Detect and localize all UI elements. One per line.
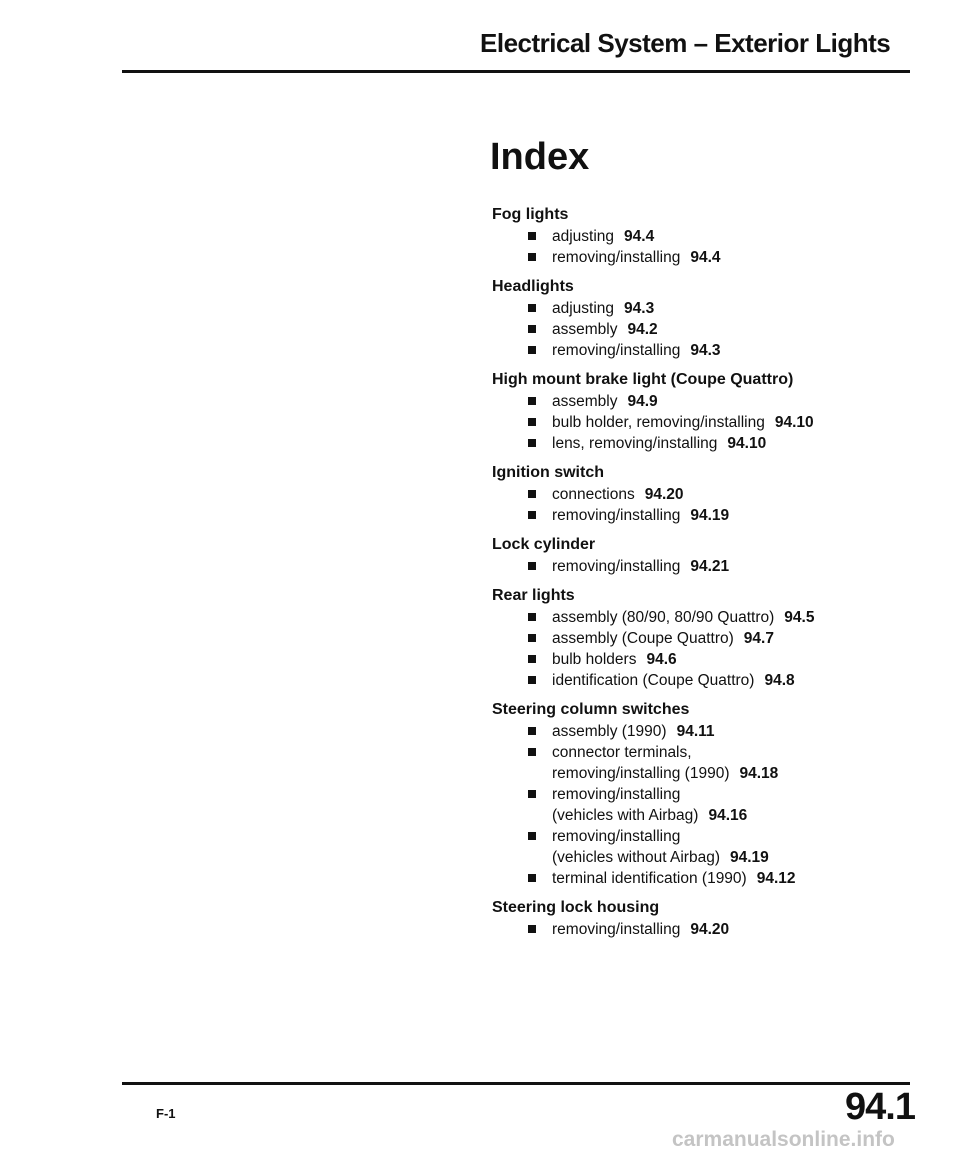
entry-text: lens, removing/installing 94.10	[552, 435, 767, 452]
entry-page-ref: 94.6	[646, 651, 677, 668]
index-section	[492, 699, 912, 889]
index-section	[492, 276, 912, 361]
section-heading: Lock cylinder	[492, 536, 596, 553]
entry-text: adjusting 94.4	[552, 228, 655, 245]
square-bullet-icon	[528, 874, 536, 882]
index-entry	[492, 607, 912, 628]
square-bullet-icon	[528, 232, 536, 240]
entry-page-ref: 94.16	[708, 807, 748, 824]
entry-text: removing/installing (1990) 94.18	[552, 765, 779, 782]
index-entry	[492, 433, 912, 454]
entry-page-ref: 94.10	[727, 435, 767, 452]
square-bullet-icon	[528, 925, 536, 933]
footer-rule	[122, 1082, 910, 1085]
entry-text: (vehicles with Airbag) 94.16	[552, 807, 748, 824]
entry-text: assembly (Coupe Quattro) 94.7	[552, 630, 774, 647]
entry-text: removing/installing	[552, 828, 681, 845]
square-bullet-icon	[528, 490, 536, 498]
index-entry	[492, 391, 912, 412]
index-entry	[492, 919, 912, 940]
entry-text: assembly (1990) 94.11	[552, 723, 715, 740]
entry-page-ref: 94.12	[756, 870, 796, 887]
square-bullet-icon	[528, 562, 536, 570]
index-entry	[492, 742, 912, 784]
entry-page-ref: 94.19	[730, 849, 769, 866]
square-bullet-icon	[528, 418, 536, 426]
index-entry	[492, 670, 912, 691]
entry-page-ref: 94.2	[627, 321, 658, 338]
index-section	[492, 369, 912, 454]
entry-text: identification (Coupe Quattro) 94.8	[552, 672, 795, 689]
entry-page-ref: 94.21	[690, 558, 730, 575]
index-entry	[492, 505, 912, 526]
section-heading: Fog lights	[492, 206, 569, 223]
square-bullet-icon	[528, 748, 536, 756]
entry-text: assembly (80/90, 80/90 Quattro) 94.5	[552, 609, 815, 626]
index-entry	[492, 298, 912, 319]
index-entry	[492, 484, 912, 505]
section-heading: High mount brake light (Coupe Quattro)	[492, 371, 794, 388]
entry-page-ref: 94.3	[624, 300, 655, 317]
entry-page-ref: 94.10	[774, 414, 814, 431]
header-rule	[122, 70, 910, 73]
entry-text: removing/installing 94.4	[552, 249, 721, 266]
entry-page-ref: 94.19	[690, 507, 730, 524]
entry-page-ref: 94.3	[690, 342, 721, 359]
entry-page-ref: 94.20	[644, 486, 684, 503]
square-bullet-icon	[528, 397, 536, 405]
index-section	[492, 897, 912, 940]
entry-page-ref: 94.20	[690, 921, 730, 938]
section-heading: Ignition switch	[492, 464, 604, 481]
index-entry	[492, 628, 912, 649]
square-bullet-icon	[528, 613, 536, 621]
entry-page-ref: 94.5	[784, 609, 815, 626]
entry-text: connector terminals,	[552, 744, 692, 761]
entry-page-ref: 94.8	[764, 672, 795, 689]
square-bullet-icon	[528, 304, 536, 312]
entry-text: connections 94.20	[552, 486, 684, 503]
section-heading: Headlights	[492, 278, 574, 295]
square-bullet-icon	[528, 634, 536, 642]
entry-page-ref: 94.18	[739, 765, 779, 782]
index-entry	[492, 247, 912, 268]
square-bullet-icon	[528, 253, 536, 261]
entry-page-ref: 94.7	[743, 630, 774, 647]
square-bullet-icon	[528, 325, 536, 333]
entry-text: assembly 94.2	[552, 321, 658, 338]
entry-text: removing/installing 94.3	[552, 342, 721, 359]
square-bullet-icon	[528, 727, 536, 735]
index-section	[492, 462, 912, 526]
section-heading: Steering column switches	[492, 701, 690, 718]
square-bullet-icon	[528, 439, 536, 447]
index-section	[492, 534, 912, 577]
section-heading: Rear lights	[492, 587, 575, 604]
square-bullet-icon	[528, 676, 536, 684]
entry-page-ref: 94.4	[690, 249, 721, 266]
header-title: Electrical System – Exterior Lights	[480, 28, 891, 58]
entry-text: removing/installing 94.19	[552, 507, 730, 524]
index-entry	[492, 226, 912, 247]
square-bullet-icon	[528, 832, 536, 840]
index-entry	[492, 868, 912, 889]
index-entry	[492, 412, 912, 433]
entry-text: assembly 94.9	[552, 393, 658, 410]
section-heading: Steering lock housing	[492, 899, 660, 916]
footer-code: F-1	[156, 1106, 176, 1121]
square-bullet-icon	[528, 511, 536, 519]
index-section	[492, 585, 912, 691]
index-entry	[492, 721, 912, 742]
entry-text: removing/installing	[552, 786, 681, 803]
entry-text: adjusting 94.3	[552, 300, 655, 317]
entry-page-ref: 94.11	[676, 723, 715, 740]
entry-page-ref: 94.4	[624, 228, 655, 245]
index-entry	[492, 340, 912, 361]
entry-text: removing/installing 94.21	[552, 558, 730, 575]
index-section	[492, 204, 912, 268]
entry-text: (vehicles without Airbag) 94.19	[552, 849, 769, 866]
square-bullet-icon	[528, 655, 536, 663]
index-entry	[492, 319, 912, 340]
entry-text: bulb holder, removing/installing 94.10	[552, 414, 814, 431]
square-bullet-icon	[528, 346, 536, 354]
page-number: 94.1	[845, 1086, 915, 1128]
index-entry	[492, 784, 912, 826]
index-entry	[492, 826, 912, 868]
entry-page-ref: 94.9	[627, 393, 658, 410]
square-bullet-icon	[528, 790, 536, 798]
entry-text: bulb holders 94.6	[552, 651, 677, 668]
index-heading: Index	[490, 136, 590, 178]
watermark[interactable]: carmanualsonline.info	[672, 1128, 895, 1151]
index-entry	[492, 556, 912, 577]
index-entry	[492, 649, 912, 670]
entry-text: removing/installing 94.20	[552, 921, 730, 938]
index-list	[492, 204, 912, 948]
entry-text: terminal identification (1990) 94.12	[552, 870, 796, 887]
